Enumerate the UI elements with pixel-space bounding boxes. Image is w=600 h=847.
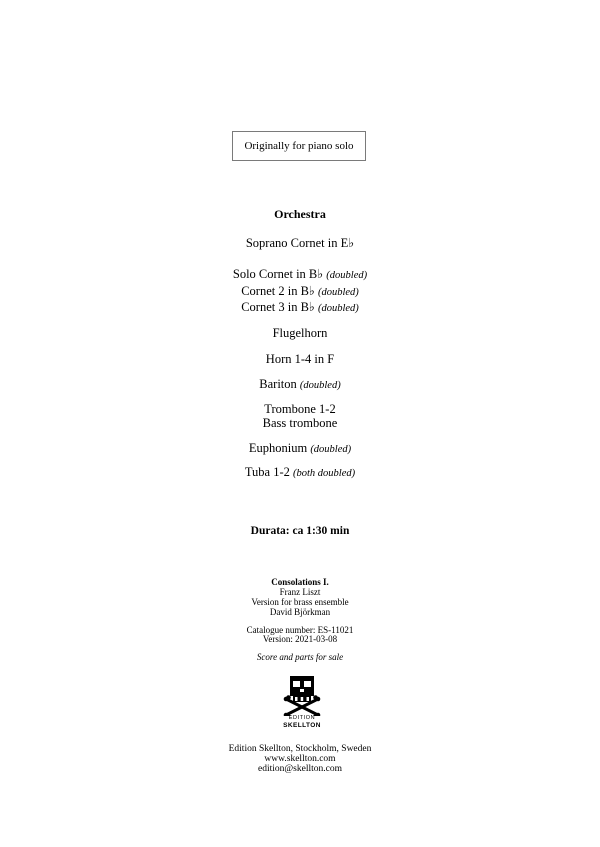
instrument-name: Cornet 3 in B♭ [241,300,318,314]
version-for: Version for brass ensemble [251,597,349,607]
instrument-euphonium [0,440,600,458]
instrument-tuba [0,464,600,482]
instrument-note: (doubled) [310,444,352,455]
logo-text-edition: EDITION [288,715,316,721]
original-instrumentation-note: Originally for piano solo [232,131,366,161]
instrument-horn: Horn 1-4 in F [265,352,335,366]
publisher-address: Edition Skellton, Stockholm, Sweden [228,744,372,754]
instrument-name: Solo Cornet in B♭ [232,267,327,281]
composer: Franz Liszt [279,587,321,597]
skull-crossbones-icon [280,674,324,716]
logo-text-skellton: SKELLTON [283,722,321,729]
instrument-bass-trombone: Bass trombone [262,416,338,430]
instrument-solo-cornet [0,266,600,285]
instrument-flugelhorn: Flugelhorn [272,326,328,340]
publisher-website: www.skellton.com [264,754,336,764]
instrument-cornet-3 [0,299,600,318]
edition-skellton-logo [280,674,324,732]
piece-title: Consolations I. [271,577,329,587]
instrument-note: (doubled) [299,380,341,391]
instrument-note: (doubled) [326,270,368,281]
instrument-note: (doubled) [317,303,359,314]
instrument-name: Tuba 1-2 [244,465,294,479]
sale-note: Score and parts for sale [256,652,344,662]
instrument-note: (doubled) [317,287,359,298]
version-date: Version: 2021-03-08 [262,634,338,644]
publisher-email: edition@skellton.com [258,764,342,774]
instrument-bariton [0,376,600,394]
instrument-name: Cornet 2 in B♭ [241,284,318,298]
instrument-trombone: Trombone 1-2 [264,402,336,416]
instrument-soprano-cornet: Soprano Cornet in E♭ [245,236,355,250]
catalogue-number: Catalogue number: ES-11021 [246,625,354,635]
arranger: David Björkman [269,607,331,617]
instrument-name: Bariton [259,377,300,391]
instrument-name: Euphonium [248,441,311,455]
durata: Durata: ca 1:30 min [250,525,350,537]
orchestra-heading: Orchestra [274,207,326,221]
instrument-note: (both doubled) [293,468,356,479]
